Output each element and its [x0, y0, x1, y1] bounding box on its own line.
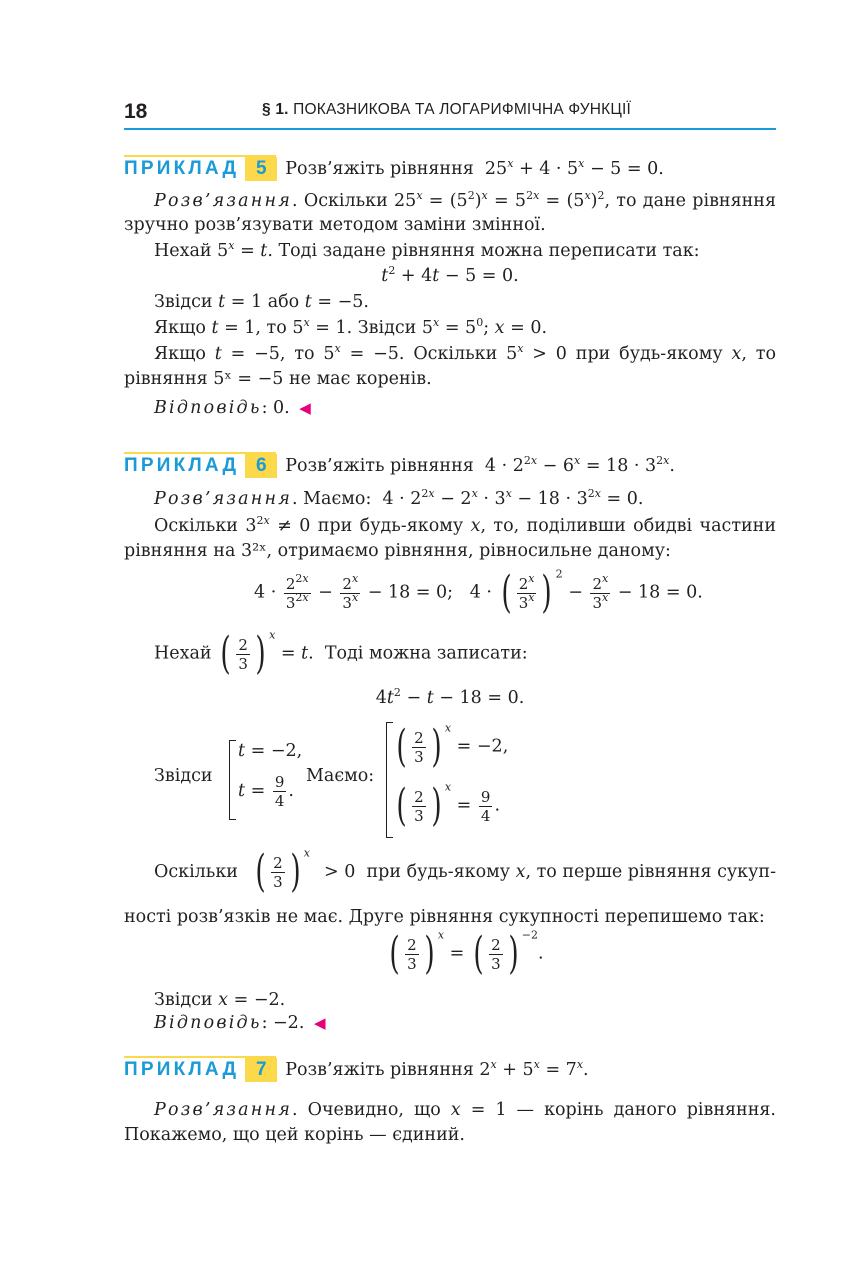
ex6-line-next: ності розв’язків не має. Друге рівняння сукупності перепишемо так: — [124, 907, 765, 927]
ex7-line-1: Розв’язання. Очевидно, що x = 1 — корінь даного рівняння. — [154, 1100, 776, 1120]
header-rule — [124, 128, 776, 130]
example-6-heading: ПРИКЛАД 6 Розв’яжіть рівняння $4 \cdot 2^{2x} - 6^x = 18 \cdot 3^{2x}$. — [124, 454, 675, 476]
running-header: § 1. ПОКАЗНИКОВА ТА ЛОГАРИФМІЧНА ФУНКЦІЇ — [262, 101, 632, 118]
ex6-zvidsy-label: Звідси — [154, 766, 213, 786]
ex6-mayemo-label: Маємо: — [306, 766, 375, 786]
example-5-heading: ПРИКЛАД 5 Розв’яжіть рівняння $25^x + 4 \cdot 5^x - 5 = 0$. — [124, 157, 664, 179]
page-number: 18 — [124, 100, 148, 123]
ex6-answer: Відповідь: −2. ◀ — [154, 1013, 326, 1033]
ex5-line-7: Якщо t = −5, то $5^x = -5$. Оскільки $5^x > 0$ при будь-якому x, то — [154, 342, 776, 364]
ex6-line-3: рівняння на 3²ˣ, отримаємо рівняння, рівносильне даному: — [124, 541, 671, 561]
ex5-answer: Відповідь: 0. ◀ — [154, 398, 311, 418]
ex5-line-5: Звідси t = 1 або t = −5. — [154, 292, 369, 312]
ex6-line-oskilky: Оскільки ( $\frac{2}{3}$ ) $^x$ > 0 при будь-якому x, то перше рівняння сукуп- — [154, 846, 776, 897]
ex6-root-2: t = $\frac{9}{4}$ . — [238, 773, 294, 810]
ex5-line-1: Розв’язання. Оскільки $25^x = (5^2)^x = 5^{2x} = (5^x)^2$, то дане рівняння — [154, 189, 777, 211]
example-number: 5 — [245, 157, 277, 181]
ex5-line-8: рівняння 5ˣ = −5 не має коренів. — [124, 369, 432, 389]
left-bracket — [229, 740, 236, 820]
ex5-line-3: Нехай $5^x = t$. Тоді задане рівняння можна переписати так: — [154, 239, 700, 261]
end-marker-icon: ◀ — [313, 1014, 326, 1032]
ex6-line-2: Оскільки $3^{2x} \ne 0$ при будь-якому x, то, поділивши обидві частини — [154, 514, 777, 536]
ex6-root-1: t = −2, — [238, 741, 303, 761]
ex5-line-6: Якщо t = 1, то $5^x = 1$. Звідси $5^x = 5^0$; x = 0. — [154, 316, 548, 338]
example-7-heading: ПРИКЛАД 7 Розв’яжіть рівняння $2^x + 5^x = 7^x$. — [124, 1058, 589, 1080]
ex6-result: Звідси x = −2. — [154, 990, 286, 1010]
ex7-line-2: Покажемо, що цей корінь — єдиний. — [124, 1125, 465, 1145]
ex6-eq-2: ( $\frac{2}{3}$ ) $^x$ = $\frac{9}{4}$ . — [396, 780, 501, 831]
ex6-fraction-equation: 4 · $\frac{2^{2x}}{3^{2x}}$ − $\frac{2^x}{3^x}$ − 18 = 0; 4 · ( $\frac{2^x}{3^x}$ ) $^2$ − $\frac{2^x}{3^x}$ − 18 = 0. — [254, 567, 703, 618]
ex5-equation: $t^2 + 4t - 5 = 0$. — [381, 264, 519, 286]
ex6-rewritten-eq: ( $\frac{2}{3}$ ) $^x$ = ( $\frac{2}{3}$ ) $^{-2}$. — [389, 928, 544, 979]
end-marker-icon: ◀ — [299, 399, 311, 417]
left-bracket — [386, 722, 393, 838]
example-number: 6 — [245, 454, 277, 478]
ex6-eq-1: ( $\frac{2}{3}$ ) $^x$ = −2, — [396, 721, 509, 772]
ex6-substitution: Нехай ( $\frac{2}{3}$ ) $^x$ = t. Тоді можна записати: — [154, 628, 528, 679]
ex6-line-1: Розв’язання. Маємо: $4 \cdot 2^{2x} - 2^x \cdot 3^x - 18 \cdot 3^{2x} = 0$. — [154, 487, 644, 509]
ex5-line-2: зручно розв’язувати методом заміни змінної. — [124, 215, 546, 235]
ex6-quadratic: $4t^2 - t - 18 = 0$. — [375, 686, 525, 708]
example-number: 7 — [245, 1058, 277, 1082]
